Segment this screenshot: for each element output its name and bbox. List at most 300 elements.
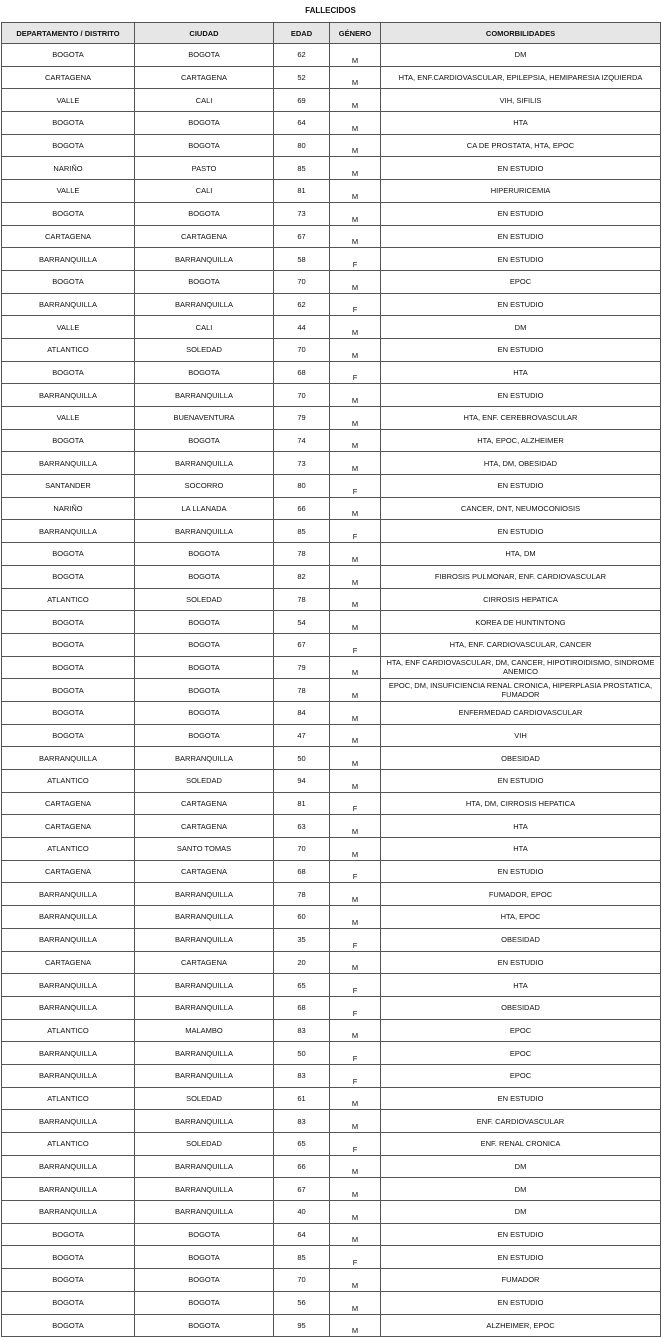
departamento-cell: ATLANTICO — [2, 588, 135, 611]
ciudad-cell: CALI — [135, 89, 274, 112]
departamento-cell: BOGOTA — [2, 1291, 135, 1314]
ciudad-cell: BOGOTA — [135, 112, 274, 135]
edad-cell: 69 — [274, 89, 330, 112]
ciudad-cell: BARRANQUILLA — [135, 1064, 274, 1087]
genero-cell: M — [330, 1291, 381, 1314]
edad-cell: 64 — [274, 112, 330, 135]
edad-cell: 78 — [274, 679, 330, 702]
genero-cell: M — [330, 134, 381, 157]
ciudad-cell: BARRANQUILLA — [135, 928, 274, 951]
genero-cell: M — [330, 588, 381, 611]
comorbilidades-cell: EN ESTUDIO — [381, 1087, 661, 1110]
edad-cell: 47 — [274, 724, 330, 747]
departamento-cell: BARRANQUILLA — [2, 1178, 135, 1201]
comorbilidades-cell: EN ESTUDIO — [381, 293, 661, 316]
comorbilidades-cell: CANCER, DNT, NEUMOCONIOSIS — [381, 497, 661, 520]
genero-cell: M — [330, 270, 381, 293]
genero-cell: F — [330, 361, 381, 384]
ciudad-cell: BARRANQUILLA — [135, 452, 274, 475]
genero-cell: M — [330, 180, 381, 203]
table-row — [2, 1291, 661, 1314]
edad-cell: 70 — [274, 1269, 330, 1292]
comorbilidades-cell: KOREA DE HUNTINTONG — [381, 611, 661, 634]
ciudad-cell: BARRANQUILLA — [135, 248, 274, 271]
comorbilidades-cell: HTA, ENF. CARDIOVASCULAR, CANCER — [381, 633, 661, 656]
ciudad-cell: BARRANQUILLA — [135, 1042, 274, 1065]
comorbilidades-cell: EN ESTUDIO — [381, 225, 661, 248]
comorbilidades-cell: DM — [381, 1178, 661, 1201]
genero-cell: F — [330, 928, 381, 951]
genero-cell: M — [330, 1269, 381, 1292]
departamento-cell: VALLE — [2, 316, 135, 339]
table-row — [2, 724, 661, 747]
departamento-cell: CARTAGENA — [2, 815, 135, 838]
ciudad-cell: BOGOTA — [135, 134, 274, 157]
table-row — [2, 1178, 661, 1201]
ciudad-cell: BARRANQUILLA — [135, 883, 274, 906]
table-row — [2, 815, 661, 838]
table-row — [2, 475, 661, 498]
genero-cell: M — [330, 384, 381, 407]
table-row — [2, 1246, 661, 1269]
comorbilidades-cell: EN ESTUDIO — [381, 1291, 661, 1314]
genero-cell: M — [330, 1110, 381, 1133]
edad-cell: 67 — [274, 225, 330, 248]
table-row — [2, 996, 661, 1019]
genero-cell: M — [330, 611, 381, 634]
header-edad: EDAD — [274, 23, 330, 44]
departamento-cell: BARRANQUILLA — [2, 1155, 135, 1178]
genero-cell: M — [330, 1087, 381, 1110]
edad-cell: 66 — [274, 1155, 330, 1178]
ciudad-cell: BOGOTA — [135, 1314, 274, 1337]
ciudad-cell: SANTO TOMAS — [135, 838, 274, 861]
genero-cell: M — [330, 770, 381, 793]
genero-cell: M — [330, 338, 381, 361]
ciudad-cell: BOGOTA — [135, 1223, 274, 1246]
edad-cell: 66 — [274, 497, 330, 520]
comorbilidades-cell: ENFERMEDAD CARDIOVASCULAR — [381, 701, 661, 724]
departamento-cell: BARRANQUILLA — [2, 1110, 135, 1133]
genero-cell: M — [330, 838, 381, 861]
comorbilidades-cell: EPOC — [381, 270, 661, 293]
edad-cell: 85 — [274, 520, 330, 543]
comorbilidades-cell: ENF. RENAL CRONICA — [381, 1133, 661, 1156]
genero-cell: F — [330, 633, 381, 656]
edad-cell: 80 — [274, 134, 330, 157]
edad-cell: 74 — [274, 429, 330, 452]
genero-cell: M — [330, 157, 381, 180]
departamento-cell: BOGOTA — [2, 361, 135, 384]
table-row — [2, 1019, 661, 1042]
genero-cell: M — [330, 44, 381, 67]
comorbilidades-cell: VIH — [381, 724, 661, 747]
table-row — [2, 543, 661, 566]
comorbilidades-cell: HTA, DM, OBESIDAD — [381, 452, 661, 475]
table-row — [2, 429, 661, 452]
departamento-cell: BOGOTA — [2, 701, 135, 724]
table-row — [2, 1133, 661, 1156]
table-row — [2, 520, 661, 543]
edad-cell: 70 — [274, 270, 330, 293]
ciudad-cell: BOGOTA — [135, 565, 274, 588]
table-row — [2, 497, 661, 520]
genero-cell: F — [330, 248, 381, 271]
edad-cell: 44 — [274, 316, 330, 339]
departamento-cell: BOGOTA — [2, 112, 135, 135]
edad-cell: 60 — [274, 906, 330, 929]
departamento-cell: CARTAGENA — [2, 225, 135, 248]
ciudad-cell: BOGOTA — [135, 361, 274, 384]
table-row — [2, 452, 661, 475]
genero-cell: M — [330, 452, 381, 475]
ciudad-cell: LA LLANADA — [135, 497, 274, 520]
ciudad-cell: BOGOTA — [135, 611, 274, 634]
comorbilidades-cell: OBESIDAD — [381, 928, 661, 951]
comorbilidades-cell: EPOC — [381, 1019, 661, 1042]
edad-cell: 58 — [274, 248, 330, 271]
edad-cell: 62 — [274, 293, 330, 316]
table-row — [2, 770, 661, 793]
genero-cell: F — [330, 1133, 381, 1156]
departamento-cell: CARTAGENA — [2, 860, 135, 883]
comorbilidades-cell: HTA, ENF CARDIOVASCULAR, DM, CANCER, HIPOTIROIDISMO, SINDROME ANEMICO — [381, 656, 661, 679]
table-row — [2, 293, 661, 316]
comorbilidades-cell: EN ESTUDIO — [381, 770, 661, 793]
edad-cell: 83 — [274, 1064, 330, 1087]
ciudad-cell: BARRANQUILLA — [135, 1178, 274, 1201]
ciudad-cell: CARTAGENA — [135, 860, 274, 883]
comorbilidades-cell: HTA, EPOC, ALZHEIMER — [381, 429, 661, 452]
departamento-cell: BOGOTA — [2, 611, 135, 634]
table-row — [2, 747, 661, 770]
edad-cell: 85 — [274, 1246, 330, 1269]
ciudad-cell: BOGOTA — [135, 701, 274, 724]
ciudad-cell: BOGOTA — [135, 633, 274, 656]
comorbilidades-cell: EPOC, DM, INSUFICIENCIA RENAL CRONICA, HIPERPLASIA PROSTATICA, FUMADOR — [381, 679, 661, 702]
comorbilidades-cell: HTA — [381, 838, 661, 861]
edad-cell: 68 — [274, 860, 330, 883]
departamento-cell: BOGOTA — [2, 679, 135, 702]
comorbilidades-cell: EN ESTUDIO — [381, 384, 661, 407]
departamento-cell: NARIÑO — [2, 497, 135, 520]
ciudad-cell: BARRANQUILLA — [135, 384, 274, 407]
edad-cell: 50 — [274, 747, 330, 770]
table-row — [2, 89, 661, 112]
table-row — [2, 906, 661, 929]
ciudad-cell: BARRANQUILLA — [135, 906, 274, 929]
departamento-cell: BARRANQUILLA — [2, 996, 135, 1019]
genero-cell: M — [330, 89, 381, 112]
genero-cell: M — [330, 883, 381, 906]
comorbilidades-cell: CIRROSIS HEPATICA — [381, 588, 661, 611]
departamento-cell: BOGOTA — [2, 1269, 135, 1292]
table-row — [2, 1223, 661, 1246]
ciudad-cell: MALAMBO — [135, 1019, 274, 1042]
table-row — [2, 248, 661, 271]
departamento-cell: BOGOTA — [2, 724, 135, 747]
departamento-cell: BARRANQUILLA — [2, 293, 135, 316]
comorbilidades-cell: HTA — [381, 974, 661, 997]
departamento-cell: ATLANTICO — [2, 1019, 135, 1042]
ciudad-cell: BOGOTA — [135, 1291, 274, 1314]
genero-cell: M — [330, 656, 381, 679]
comorbilidades-cell: OBESIDAD — [381, 747, 661, 770]
comorbilidades-cell: EPOC — [381, 1064, 661, 1087]
edad-cell: 50 — [274, 1042, 330, 1065]
genero-cell: M — [330, 1178, 381, 1201]
departamento-cell: BARRANQUILLA — [2, 747, 135, 770]
ciudad-cell: BARRANQUILLA — [135, 520, 274, 543]
departamento-cell: BOGOTA — [2, 429, 135, 452]
genero-cell: F — [330, 792, 381, 815]
genero-cell: M — [330, 1019, 381, 1042]
edad-cell: 67 — [274, 1178, 330, 1201]
table-row — [2, 679, 661, 702]
edad-cell: 65 — [274, 974, 330, 997]
departamento-cell: BOGOTA — [2, 134, 135, 157]
comorbilidades-cell: EN ESTUDIO — [381, 951, 661, 974]
comorbilidades-cell: DM — [381, 316, 661, 339]
departamento-cell: BARRANQUILLA — [2, 928, 135, 951]
fallecidos-table — [1, 22, 661, 1337]
departamento-cell: BARRANQUILLA — [2, 1201, 135, 1224]
edad-cell: 80 — [274, 475, 330, 498]
genero-cell: M — [330, 112, 381, 135]
table-row — [2, 338, 661, 361]
genero-cell: M — [330, 202, 381, 225]
ciudad-cell: BOGOTA — [135, 679, 274, 702]
departamento-cell: BARRANQUILLA — [2, 452, 135, 475]
ciudad-cell: BARRANQUILLA — [135, 1110, 274, 1133]
ciudad-cell: BARRANQUILLA — [135, 996, 274, 1019]
comorbilidades-cell: EN ESTUDIO — [381, 1246, 661, 1269]
table-row — [2, 588, 661, 611]
genero-cell: M — [330, 543, 381, 566]
comorbilidades-cell: HTA, DM, CIRROSIS HEPATICA — [381, 792, 661, 815]
edad-cell: 35 — [274, 928, 330, 951]
header-ciudad: CIUDAD — [135, 23, 274, 44]
departamento-cell: CARTAGENA — [2, 66, 135, 89]
table-row — [2, 860, 661, 883]
edad-cell: 70 — [274, 338, 330, 361]
edad-cell: 73 — [274, 202, 330, 225]
edad-cell: 79 — [274, 407, 330, 430]
genero-cell: M — [330, 565, 381, 588]
genero-cell: F — [330, 1064, 381, 1087]
ciudad-cell: BARRANQUILLA — [135, 293, 274, 316]
edad-cell: 94 — [274, 770, 330, 793]
table-row — [2, 134, 661, 157]
table-row — [2, 407, 661, 430]
genero-cell: M — [330, 701, 381, 724]
genero-cell: F — [330, 475, 381, 498]
header-row — [2, 23, 661, 44]
edad-cell: 64 — [274, 1223, 330, 1246]
table-row — [2, 701, 661, 724]
header-comorbilidades: COMORBILIDADES — [381, 23, 661, 44]
edad-cell: 70 — [274, 838, 330, 861]
ciudad-cell: SOCORRO — [135, 475, 274, 498]
table-row — [2, 1314, 661, 1337]
genero-cell: F — [330, 1246, 381, 1269]
comorbilidades-cell: FUMADOR, EPOC — [381, 883, 661, 906]
edad-cell: 83 — [274, 1110, 330, 1133]
ciudad-cell: BARRANQUILLA — [135, 747, 274, 770]
departamento-cell: BOGOTA — [2, 1314, 135, 1337]
table-row — [2, 316, 661, 339]
edad-cell: 40 — [274, 1201, 330, 1224]
ciudad-cell: BUENAVENTURA — [135, 407, 274, 430]
comorbilidades-cell: VIH, SIFILIS — [381, 89, 661, 112]
ciudad-cell: BARRANQUILLA — [135, 1155, 274, 1178]
ciudad-cell: BOGOTA — [135, 724, 274, 747]
comorbilidades-cell: HTA, DM — [381, 543, 661, 566]
edad-cell: 95 — [274, 1314, 330, 1337]
ciudad-cell: SOLEDAD — [135, 1133, 274, 1156]
genero-cell: M — [330, 951, 381, 974]
table-row — [2, 1110, 661, 1133]
edad-cell: 85 — [274, 157, 330, 180]
ciudad-cell: BARRANQUILLA — [135, 974, 274, 997]
table-row — [2, 384, 661, 407]
comorbilidades-cell: HTA, ENF.CARDIOVASCULAR, EPILEPSIA, HEMIPARESIA IZQUIERDA — [381, 66, 661, 89]
departamento-cell: BOGOTA — [2, 44, 135, 67]
table-row — [2, 838, 661, 861]
edad-cell: 84 — [274, 701, 330, 724]
table-row — [2, 951, 661, 974]
departamento-cell: BARRANQUILLA — [2, 974, 135, 997]
table-row — [2, 1155, 661, 1178]
comorbilidades-cell: EN ESTUDIO — [381, 475, 661, 498]
comorbilidades-cell: EPOC — [381, 1042, 661, 1065]
table-row — [2, 157, 661, 180]
departamento-cell: BARRANQUILLA — [2, 520, 135, 543]
genero-cell: M — [330, 66, 381, 89]
edad-cell: 78 — [274, 883, 330, 906]
ciudad-cell: CALI — [135, 180, 274, 203]
genero-cell: M — [330, 815, 381, 838]
comorbilidades-cell: HTA — [381, 815, 661, 838]
table-row — [2, 270, 661, 293]
departamento-cell: BOGOTA — [2, 202, 135, 225]
table-row — [2, 611, 661, 634]
departamento-cell: BOGOTA — [2, 1246, 135, 1269]
departamento-cell: BARRANQUILLA — [2, 384, 135, 407]
edad-cell: 78 — [274, 588, 330, 611]
table-row — [2, 361, 661, 384]
table-row — [2, 202, 661, 225]
departamento-cell: BARRANQUILLA — [2, 906, 135, 929]
comorbilidades-cell: EN ESTUDIO — [381, 248, 661, 271]
comorbilidades-cell: EN ESTUDIO — [381, 157, 661, 180]
table-row — [2, 565, 661, 588]
edad-cell: 81 — [274, 792, 330, 815]
departamento-cell: CARTAGENA — [2, 951, 135, 974]
ciudad-cell: BOGOTA — [135, 202, 274, 225]
table-row — [2, 974, 661, 997]
comorbilidades-cell: FIBROSIS PULMONAR, ENF. CARDIOVASCULAR — [381, 565, 661, 588]
edad-cell: 54 — [274, 611, 330, 634]
table-row — [2, 225, 661, 248]
table-row — [2, 792, 661, 815]
departamento-cell: BOGOTA — [2, 270, 135, 293]
edad-cell: 70 — [274, 384, 330, 407]
header-departamento: DEPARTAMENTO / DISTRITO — [2, 23, 135, 44]
departamento-cell: ATLANTICO — [2, 1087, 135, 1110]
departamento-cell: VALLE — [2, 89, 135, 112]
genero-cell: M — [330, 225, 381, 248]
comorbilidades-cell: DM — [381, 1155, 661, 1178]
comorbilidades-cell: HIPERURICEMIA — [381, 180, 661, 203]
departamento-cell: BOGOTA — [2, 565, 135, 588]
table-row — [2, 1201, 661, 1224]
table-row — [2, 656, 661, 679]
departamento-cell: BARRANQUILLA — [2, 248, 135, 271]
edad-cell: 56 — [274, 1291, 330, 1314]
comorbilidades-cell: FUMADOR — [381, 1269, 661, 1292]
table-title: FALLECIDOS — [305, 6, 356, 15]
ciudad-cell: BOGOTA — [135, 543, 274, 566]
comorbilidades-cell: EN ESTUDIO — [381, 1223, 661, 1246]
ciudad-cell: SOLEDAD — [135, 1087, 274, 1110]
ciudad-cell: BOGOTA — [135, 1246, 274, 1269]
edad-cell: 65 — [274, 1133, 330, 1156]
departamento-cell: BARRANQUILLA — [2, 883, 135, 906]
edad-cell: 68 — [274, 996, 330, 1019]
table-row — [2, 928, 661, 951]
table-row — [2, 66, 661, 89]
comorbilidades-cell: CA DE PROSTATA, HTA, EPOC — [381, 134, 661, 157]
comorbilidades-cell: OBESIDAD — [381, 996, 661, 1019]
edad-cell: 61 — [274, 1087, 330, 1110]
edad-cell: 79 — [274, 656, 330, 679]
departamento-cell: SANTANDER — [2, 475, 135, 498]
table-body — [2, 44, 661, 1337]
ciudad-cell: BOGOTA — [135, 1269, 274, 1292]
genero-cell: F — [330, 974, 381, 997]
departamento-cell: ATLANTICO — [2, 770, 135, 793]
ciudad-cell: CALI — [135, 316, 274, 339]
departamento-cell: ATLANTICO — [2, 838, 135, 861]
comorbilidades-cell: EN ESTUDIO — [381, 520, 661, 543]
comorbilidades-cell: HTA, ENF. CEREBROVASCULAR — [381, 407, 661, 430]
ciudad-cell: CARTAGENA — [135, 792, 274, 815]
ciudad-cell: BOGOTA — [135, 429, 274, 452]
genero-cell: M — [330, 1314, 381, 1337]
edad-cell: 78 — [274, 543, 330, 566]
comorbilidades-cell: ALZHEIMER, EPOC — [381, 1314, 661, 1337]
ciudad-cell: BOGOTA — [135, 656, 274, 679]
genero-cell: F — [330, 293, 381, 316]
ciudad-cell: SOLEDAD — [135, 588, 274, 611]
ciudad-cell: CARTAGENA — [135, 225, 274, 248]
genero-cell: F — [330, 996, 381, 1019]
edad-cell: 62 — [274, 44, 330, 67]
ciudad-cell: PASTO — [135, 157, 274, 180]
genero-cell: M — [330, 1223, 381, 1246]
ciudad-cell: CARTAGENA — [135, 951, 274, 974]
table-row — [2, 883, 661, 906]
genero-cell: M — [330, 316, 381, 339]
genero-cell: M — [330, 724, 381, 747]
departamento-cell: BOGOTA — [2, 543, 135, 566]
table-row — [2, 1042, 661, 1065]
ciudad-cell: CARTAGENA — [135, 815, 274, 838]
ciudad-cell: SOLEDAD — [135, 338, 274, 361]
table-row — [2, 180, 661, 203]
comorbilidades-cell: HTA — [381, 112, 661, 135]
